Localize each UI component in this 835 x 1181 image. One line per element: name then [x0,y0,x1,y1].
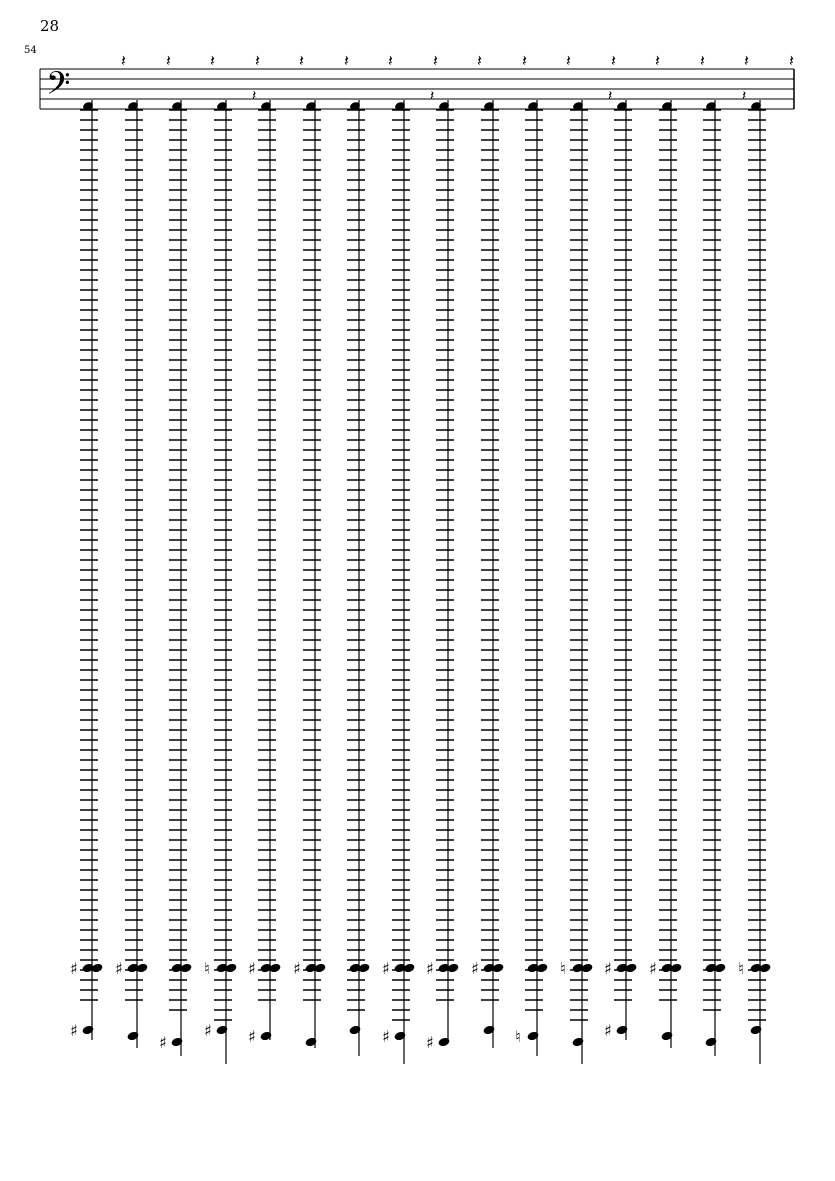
note-column-4 [204,51,260,1064]
note-column-7 [347,51,393,1056]
quarter-rest-icon: 𝄽 [744,51,749,70]
sharp-accidental: ♯ [159,1033,167,1052]
staff-lines [40,69,794,109]
measure-number: 54 [24,45,37,56]
quarter-rest-icon: 𝄽 [433,51,438,70]
note-column-9 [426,51,482,1052]
note-column-2 [115,51,171,1048]
quarter-rest-icon: 𝄽 [477,51,482,70]
sharp-accidental: ♯ [115,959,123,978]
quarter-rest-icon: 𝄽 [789,51,794,70]
sharp-accidental: ♯ [471,959,479,978]
quarter-rest-icon: 𝄽 [430,88,435,104]
sharp-accidental: ♯ [382,1027,390,1046]
sharp-accidental: ♯ [248,1027,256,1046]
sharp-accidental: ♯ [248,959,256,978]
sharp-accidental: ♯ [70,1021,78,1040]
quarter-rest-icon: 𝄽 [522,51,527,70]
quarter-rest-icon: 𝄽 [611,51,616,70]
natural-accidental: ♮ [515,1027,521,1046]
quarter-rest-icon: 𝄽 [210,51,215,70]
note-column-10 [471,51,527,1048]
sharp-accidental: ♯ [604,959,612,978]
note-column-6 [293,51,349,1048]
note-columns [70,51,794,1064]
note-column-3 [159,51,215,1056]
note-column-13 [604,51,660,1040]
sharp-accidental: ♯ [382,959,390,978]
quarter-rest-icon: 𝄽 [655,51,660,70]
note-column-1 [70,51,126,1040]
natural-accidental: ♮ [204,959,210,978]
quarter-rest-icon: 𝄽 [121,51,126,70]
sharp-accidental: ♯ [649,959,657,978]
quarter-rest-icon: 𝄽 [566,51,571,70]
sharp-accidental: ♯ [293,959,301,978]
sharp-accidental: ♯ [204,1021,212,1040]
quarter-rest-icon: 𝄽 [742,88,747,104]
quarter-rest-icon: 𝄽 [700,51,705,70]
quarter-rest-icon: 𝄽 [166,51,171,70]
natural-accidental: ♮ [738,959,744,978]
quarter-rest-icon: 𝄽 [252,88,257,104]
note-column-14 [649,51,705,1048]
note-column-8 [382,51,438,1064]
note-column-16 [738,51,794,1064]
quarter-rest-icon: 𝄽 [608,88,613,104]
quarter-rest-icon: 𝄽 [255,51,260,70]
natural-accidental: ♮ [560,959,566,978]
note-column-11 [515,51,571,1056]
page-number: 28 [40,17,60,35]
sharp-accidental: ♯ [604,1021,612,1040]
note-column-5 [248,51,304,1046]
quarter-rest-icon: 𝄽 [299,51,304,70]
quarter-rest-icon: 𝄽 [344,51,349,70]
sharp-accidental: ♯ [70,959,78,978]
sharp-accidental: ♯ [426,1033,434,1052]
note-column-15 [703,51,749,1056]
quarter-rest-icon: 𝄽 [388,51,393,70]
note-column-12 [560,51,616,1064]
bass-clef-icon: 𝄢 [46,65,71,109]
sharp-accidental: ♯ [426,959,434,978]
